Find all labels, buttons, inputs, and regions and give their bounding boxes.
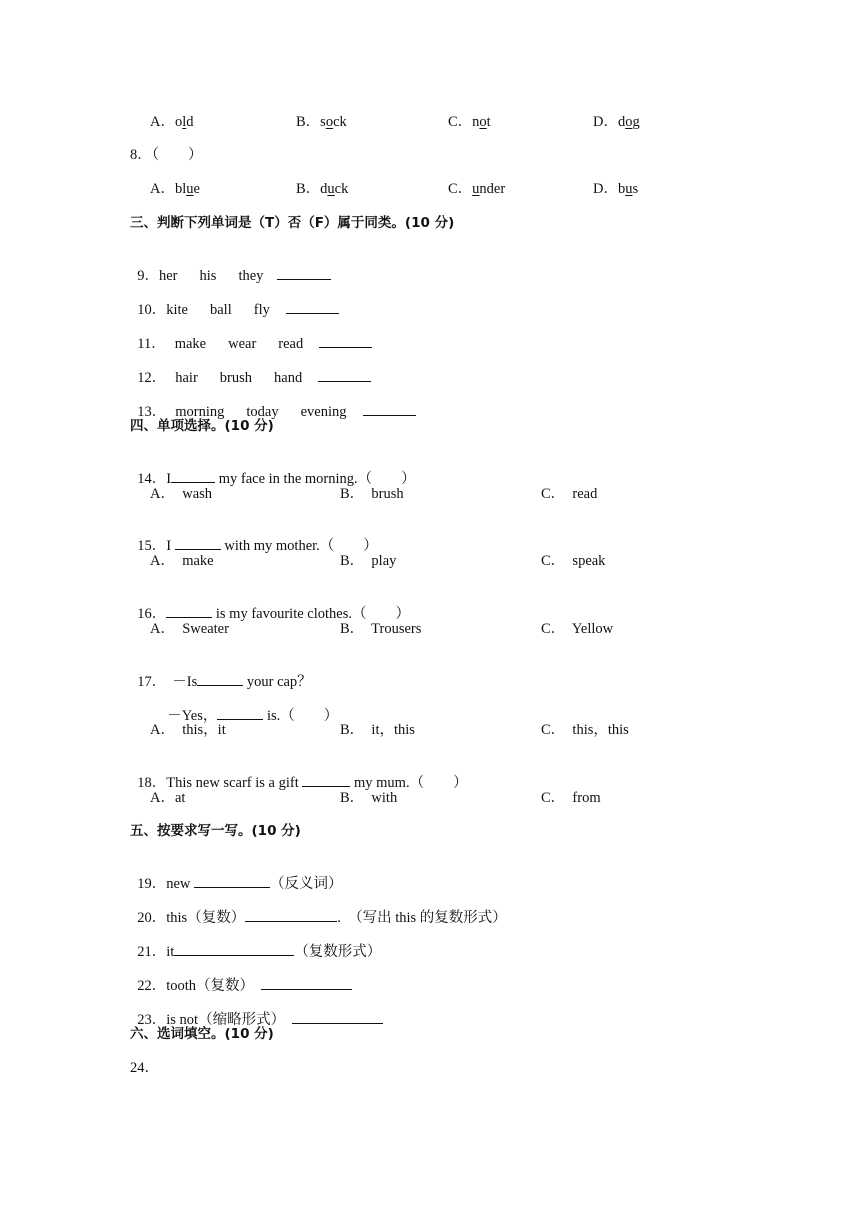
answer-blank[interactable]: [175, 536, 221, 550]
word: morning: [175, 404, 225, 420]
option-text: s: [320, 114, 326, 130]
option-text: b: [617, 181, 626, 197]
q22: [130, 958, 352, 995]
q8-stem: 8．（ ）: [130, 147, 203, 163]
word: evening: [300, 404, 347, 420]
section-3-heading: 三、判断下列单词是（T）否（F）属于同类。(10 分): [130, 215, 455, 231]
underlined-letter: l: [182, 114, 187, 130]
q17-line-2: [160, 688, 338, 725]
q14: [130, 451, 416, 488]
word: fly: [253, 302, 270, 318]
question-number: 17．: [137, 674, 167, 690]
answer-blank[interactable]: [363, 402, 416, 416]
stem-text: . （写出 this 的复数形式）: [337, 910, 507, 926]
stem-text: my mum.（ ）: [350, 775, 468, 791]
underlined-letter: u: [186, 181, 194, 197]
section-5-heading: 五、按要求写一写。(10 分): [130, 823, 301, 839]
option-text: e: [193, 181, 200, 197]
underlined-letter: o: [625, 114, 633, 130]
q24: 24．: [130, 1060, 159, 1076]
question-number: 10．: [137, 302, 167, 318]
q15-option-c: C． speak: [541, 553, 606, 569]
q10: [130, 282, 339, 319]
option-letter: B．: [296, 181, 321, 197]
q8-option-a: [150, 180, 200, 198]
option-text: n: [472, 114, 480, 130]
answer-blank[interactable]: [197, 672, 243, 686]
stem-text: is.（ ）: [263, 708, 339, 724]
stem-text: your cap？: [243, 674, 312, 690]
answer-blank[interactable]: [171, 469, 215, 483]
question-number: 9．: [137, 268, 159, 284]
q14-option-c: C． read: [541, 486, 598, 502]
question-number: 15．: [137, 538, 167, 554]
q16-option-c: C． Yellow: [541, 621, 614, 637]
q18: [130, 755, 468, 792]
stem-text: tooth（复数）: [166, 978, 262, 994]
option-letter: A．: [150, 181, 175, 197]
stem-text: This new scarf is a gift: [166, 775, 303, 791]
answer-blank[interactable]: [277, 266, 331, 280]
option-text: d: [320, 181, 328, 197]
question-number: 20．: [137, 910, 167, 926]
q15-option-a: A． make: [150, 553, 214, 569]
option-text: ck: [333, 114, 347, 130]
word: wear: [228, 336, 257, 352]
stem-text: new: [166, 876, 195, 892]
answer-blank[interactable]: [245, 908, 337, 922]
word: ball: [210, 302, 232, 318]
option-letter: B．: [296, 114, 321, 130]
stem-text: is not（缩略形式）: [166, 1012, 293, 1028]
word: kite: [166, 302, 188, 318]
q8-option-d: [593, 180, 638, 198]
word: her: [159, 268, 178, 284]
word: brush: [219, 370, 253, 386]
stem-text: this（复数）: [166, 910, 246, 926]
stem-text: I: [166, 471, 172, 487]
option-text: g: [632, 114, 640, 130]
q17-option-b: B． it，this: [340, 722, 415, 738]
answer-blank[interactable]: [302, 773, 350, 787]
underlined-letter: u: [472, 181, 480, 197]
word: they: [238, 268, 264, 284]
underlined-letter: o: [479, 114, 487, 130]
option-text: t: [486, 114, 491, 130]
stem-text: －Is: [172, 674, 198, 690]
option-text: ck: [334, 181, 349, 197]
answer-blank[interactable]: [286, 300, 339, 314]
q23: [130, 992, 383, 1029]
answer-blank[interactable]: [319, 334, 372, 348]
stem-text: is my favourite clothes.（ ）: [212, 606, 410, 622]
q15: [130, 518, 378, 555]
stem-text: it: [166, 944, 175, 960]
word: read: [278, 336, 304, 352]
question-number: 12．: [137, 370, 167, 386]
q21: [130, 924, 381, 961]
answer-blank[interactable]: [194, 874, 270, 888]
q9: [130, 248, 331, 285]
question-number: 14．: [137, 471, 167, 487]
q16-option-a: A． Sweater: [150, 621, 229, 637]
q13: [130, 384, 416, 421]
answer-blank[interactable]: [174, 942, 294, 956]
stem-text: （反义词）: [270, 876, 343, 892]
q8-option-b: [296, 180, 348, 198]
q18-option-b: B． with: [340, 790, 398, 806]
option-letter: C．: [448, 114, 473, 130]
answer-blank[interactable]: [166, 604, 212, 618]
stem-text: －Yes，: [167, 708, 218, 724]
option-letter: C．: [448, 181, 473, 197]
question-number: 16．: [137, 606, 167, 622]
word: his: [199, 268, 217, 284]
word: hair: [175, 370, 198, 386]
question-number: 18．: [137, 775, 167, 791]
q8-option-c: [448, 180, 505, 198]
word: make: [174, 336, 207, 352]
question-number: 13．: [137, 404, 167, 420]
underlined-letter: u: [327, 181, 335, 197]
option-letter: A．: [150, 114, 175, 130]
q7-option-c: [448, 113, 491, 131]
option-text: o: [174, 114, 183, 130]
q17-option-c: C． this，this: [541, 722, 629, 738]
question-number: 22．: [137, 978, 167, 994]
q14-option-a: A． wash: [150, 486, 213, 502]
underlined-letter: o: [325, 114, 334, 130]
q16-option-b: B． Trousers: [340, 621, 422, 637]
option-text: d: [186, 114, 194, 130]
stem-text: with my mother.（ ）: [220, 538, 378, 554]
q20: [130, 890, 507, 927]
q11: [130, 316, 372, 353]
answer-blank[interactable]: [292, 1010, 383, 1024]
underlined-letter: u: [625, 181, 633, 197]
section-4-heading: 四、单项选择。(10 分): [130, 418, 274, 434]
option-text: nder: [479, 181, 506, 197]
q14-option-b: B． brush: [340, 486, 404, 502]
question-number: 19．: [137, 876, 167, 892]
option-letter: D．: [593, 114, 618, 130]
question-number: 11．: [137, 336, 166, 352]
q7-option-a: [150, 113, 194, 131]
word: today: [246, 404, 279, 420]
answer-blank[interactable]: [261, 976, 352, 990]
q19: [130, 856, 343, 893]
q17-option-a: A． this，it: [150, 722, 226, 738]
q17-line-1: [130, 654, 312, 691]
q16: [130, 586, 410, 623]
option-letter: D．: [593, 181, 618, 197]
word: hand: [274, 370, 303, 386]
question-number: 23．: [137, 1012, 167, 1028]
answer-blank[interactable]: [318, 368, 371, 382]
q15-option-b: B． play: [340, 553, 397, 569]
section-6-heading: 六、选词填空。(10 分): [130, 1026, 274, 1042]
answer-blank[interactable]: [217, 706, 263, 720]
question-number: 21．: [137, 944, 167, 960]
q7-option-d: [593, 113, 640, 131]
q12: [130, 350, 371, 387]
stem-text: I: [166, 538, 175, 554]
stem-text: （复数形式）: [294, 944, 382, 960]
option-text: d: [617, 114, 626, 130]
option-text: bl: [174, 181, 187, 197]
q18-option-c: C． from: [541, 790, 601, 806]
stem-text: my face in the morning.（ ）: [215, 471, 416, 487]
q7-option-b: [296, 113, 347, 131]
option-text: s: [632, 181, 639, 197]
q18-option-a: A．at: [150, 790, 186, 806]
